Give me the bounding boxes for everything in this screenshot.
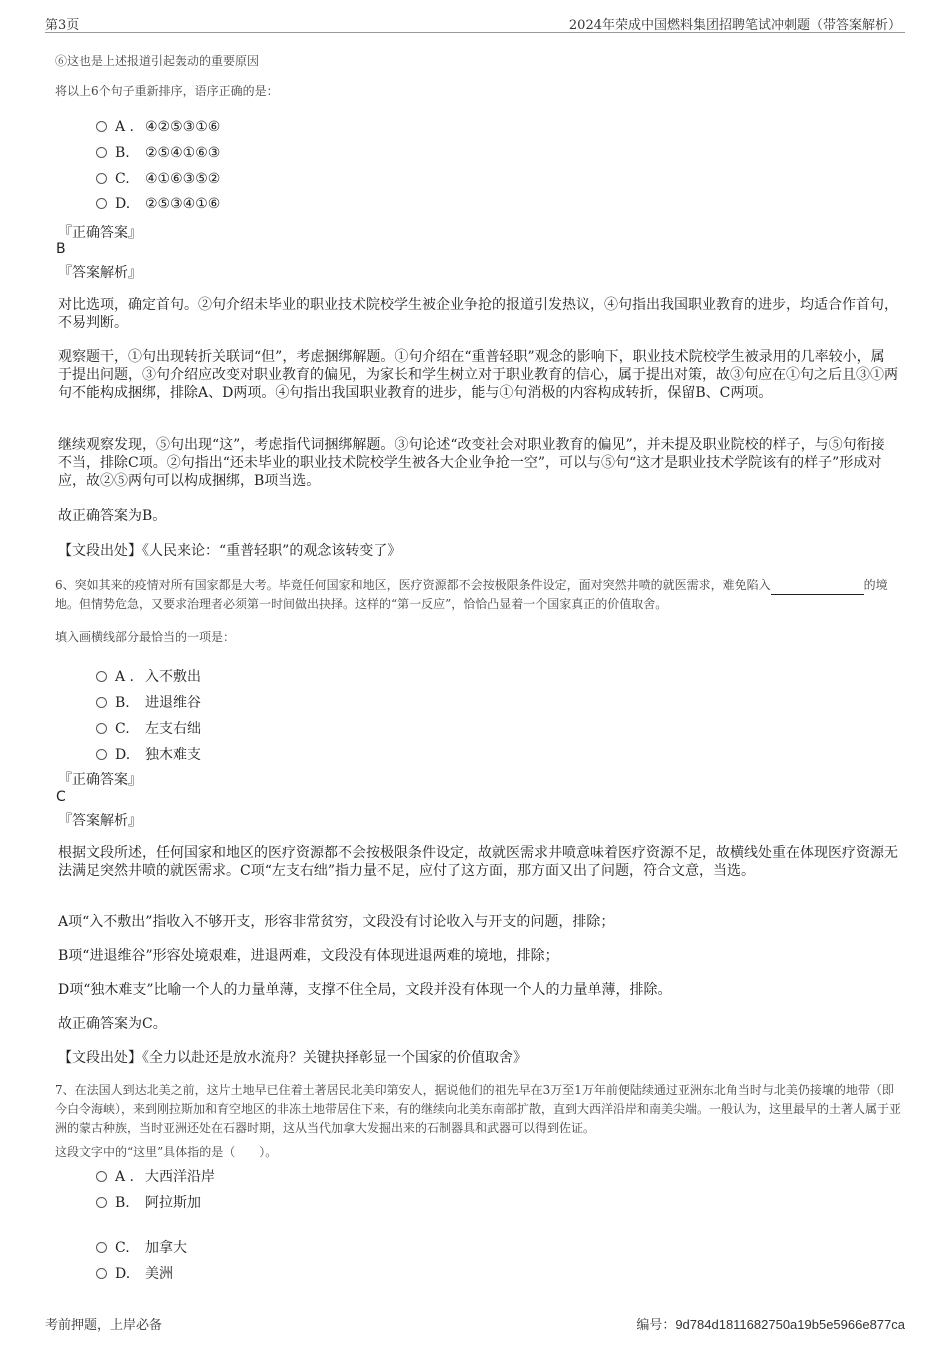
footer-id: 编号：9d784d1811682750a19b5e5966e877ca [636, 1317, 905, 1333]
radio-icon[interactable] [96, 173, 107, 184]
answer-label: 『正确答案』 [58, 772, 142, 788]
option-b[interactable]: B. 阿拉斯加 [96, 1192, 201, 1210]
option-b[interactable]: B. 进退维谷 [96, 692, 201, 710]
answer-label: 『正确答案』 [58, 225, 142, 241]
radio-icon[interactable] [96, 1242, 107, 1253]
analysis-label: 『答案解析』 [58, 265, 142, 281]
page-header [45, 12, 905, 33]
answer-value: B [56, 241, 66, 257]
radio-icon[interactable] [96, 697, 107, 708]
radio-icon[interactable] [96, 1171, 107, 1182]
analysis-paragraph: 对比选项，确定首句。②句介绍未毕业的职业技术院校学生被企业争抢的报道引发热议，④句指出我国职业教育的进步，均适合作首句，不易判断。 [58, 297, 898, 331]
analysis-paragraph: 根据文段所述，任何国家和地区的医疗资源都不会按极限条件设定，故就医需求井喷意味着医疗资源不足，故横线处重在体现医疗资源无法满足突然井喷的就医需求。C项“左支右绌”指力量不足，应付了这方面，那方面又出了问题，符合文意，当选。 [58, 845, 898, 879]
sentence-6: ⑥这也是上述报道引起轰动的重要原因 [55, 54, 260, 68]
radio-icon[interactable] [96, 1197, 107, 1208]
option-d[interactable]: D. ②⑤③④①⑥ [96, 196, 220, 214]
analysis-paragraph: 继续观察发现，⑤句出现“这”，考虑指代词捆绑解题。③句论述“改变社会对职业教育的偏见”，并未提及职业院校的样子，与⑤句衔接不当，排除C项。②句指出“还未毕业的职业技术院校学生被各大企业争抢一空”，可以与⑤句“这才是职业技术学院该有的样子”形成对应，故②⑤两句可以构成捆绑，B项当选。 [58, 437, 885, 489]
footer-slogan: 考前押题，上岸必备 [45, 1318, 163, 1333]
analysis-paragraph: B项“进退维谷”形容处境艰难，进退两难，文段没有体现进退两难的境地，排除； [58, 948, 559, 964]
radio-icon[interactable] [96, 147, 107, 158]
radio-icon[interactable] [96, 671, 107, 682]
option-c[interactable]: C. 左支右绌 [96, 718, 201, 736]
option-a[interactable]: A . ④②⑤③①⑥ [96, 119, 220, 137]
source-citation: 【文段出处】《全力以赴还是放水流舟？关键抉择彰显一个国家的价值取舍》 [58, 1050, 527, 1066]
option-a[interactable]: A . 大西洋沿岸 [96, 1166, 215, 1184]
analysis-conclusion: 故正确答案为B。 [58, 508, 167, 524]
radio-icon[interactable] [96, 121, 107, 132]
option-c[interactable]: C. 加拿大 [96, 1237, 187, 1255]
option-c[interactable]: C. ④①⑥③⑤② [96, 171, 220, 189]
option-d[interactable]: D. 美洲 [96, 1263, 173, 1281]
analysis-conclusion: 故正确答案为C。 [58, 1016, 167, 1032]
document-title: 2024年荣成中国燃料集团招聘笔试冲刺题（带答案解析） [568, 18, 901, 33]
analysis-paragraph: D项“独木难支”比喻一个人的力量单薄，支撑不住全局，文段并没有体现一个人的力量单薄，排除。 [58, 982, 672, 998]
question-stem: 6、突如其来的疫情对所有国家都是大考。毕竟任何国家和地区，医疗资源都不会按极限条件设定，面对突然井喷的就医需求，难免陷入 的境地。但情势危急，又要求治理者必须第一时间做出抉择。这样的“第一反应”，恰恰凸显着一个国家真正的价值取舍。 [55, 578, 888, 611]
fill-blank [771, 580, 864, 595]
document-code: 9d784d1811682750a19b5e5966e877ca [675, 1317, 905, 1332]
option-a[interactable]: A . 入不敷出 [96, 666, 201, 684]
question-stem: 7、在法国人到达北美之前，这片土地早已住着土著居民北美印第安人，据说他们的祖先早在3万至1万年前便陆续通过亚洲东北角当时与北美仍接壤的地带（即今白令海峡），来到刚拉斯加和育空地区的非冻土地带居住下来，有的继续向北美东南部扩散，直到大西洋沿岸和南美尖端。一般认为，这里最早的土著人属于亚洲的蒙古种族，当时亚洲还处在石器时期，这从当代加拿大发掘出来的石制器具和武器可以得到佐证。 [55, 1083, 902, 1135]
option-d[interactable]: D. 独木难支 [96, 744, 201, 762]
question-prompt: 这段文字中的“这里”具体指的是（ ）。 [55, 1145, 278, 1159]
question-prompt: 将以上6个句子重新排序，语序正确的是： [55, 84, 279, 98]
analysis-label: 『答案解析』 [58, 813, 142, 829]
radio-icon[interactable] [96, 198, 107, 209]
radio-icon[interactable] [96, 723, 107, 734]
analysis-paragraph: A项“入不敷出”指收入不够开支，形容非常贫穷，文段没有讨论收入与开支的问题，排除； [58, 914, 615, 930]
option-b[interactable]: B. ②⑤④①⑥③ [96, 145, 220, 163]
page-number: 第3页 [45, 18, 80, 33]
question-prompt: 填入画横线部分最恰当的一项是： [55, 630, 236, 644]
radio-icon[interactable] [96, 1268, 107, 1279]
radio-icon[interactable] [96, 749, 107, 760]
answer-value: C [56, 789, 66, 805]
source-citation: 【文段出处】《人民来论：“重普轻职”的观念该转变了》 [58, 543, 402, 559]
analysis-paragraph: 观察题干，①句出现转折关联词“但”，考虑捆绑解题。①句介绍在“重普轻职”观念的影响下，职业技术院校学生被录用的几率较小，属于提出问题，③句介绍应改变对职业教育的偏见，为家长和学生树立对于职业教育的信心，属于提出对策，故③句应在①句之后且③①两句不能构成捆绑，排除A、D两项。④句指出我国职业教育的进步，能与①句消极的内容构成转折，保留B、C两项。 [58, 349, 898, 401]
